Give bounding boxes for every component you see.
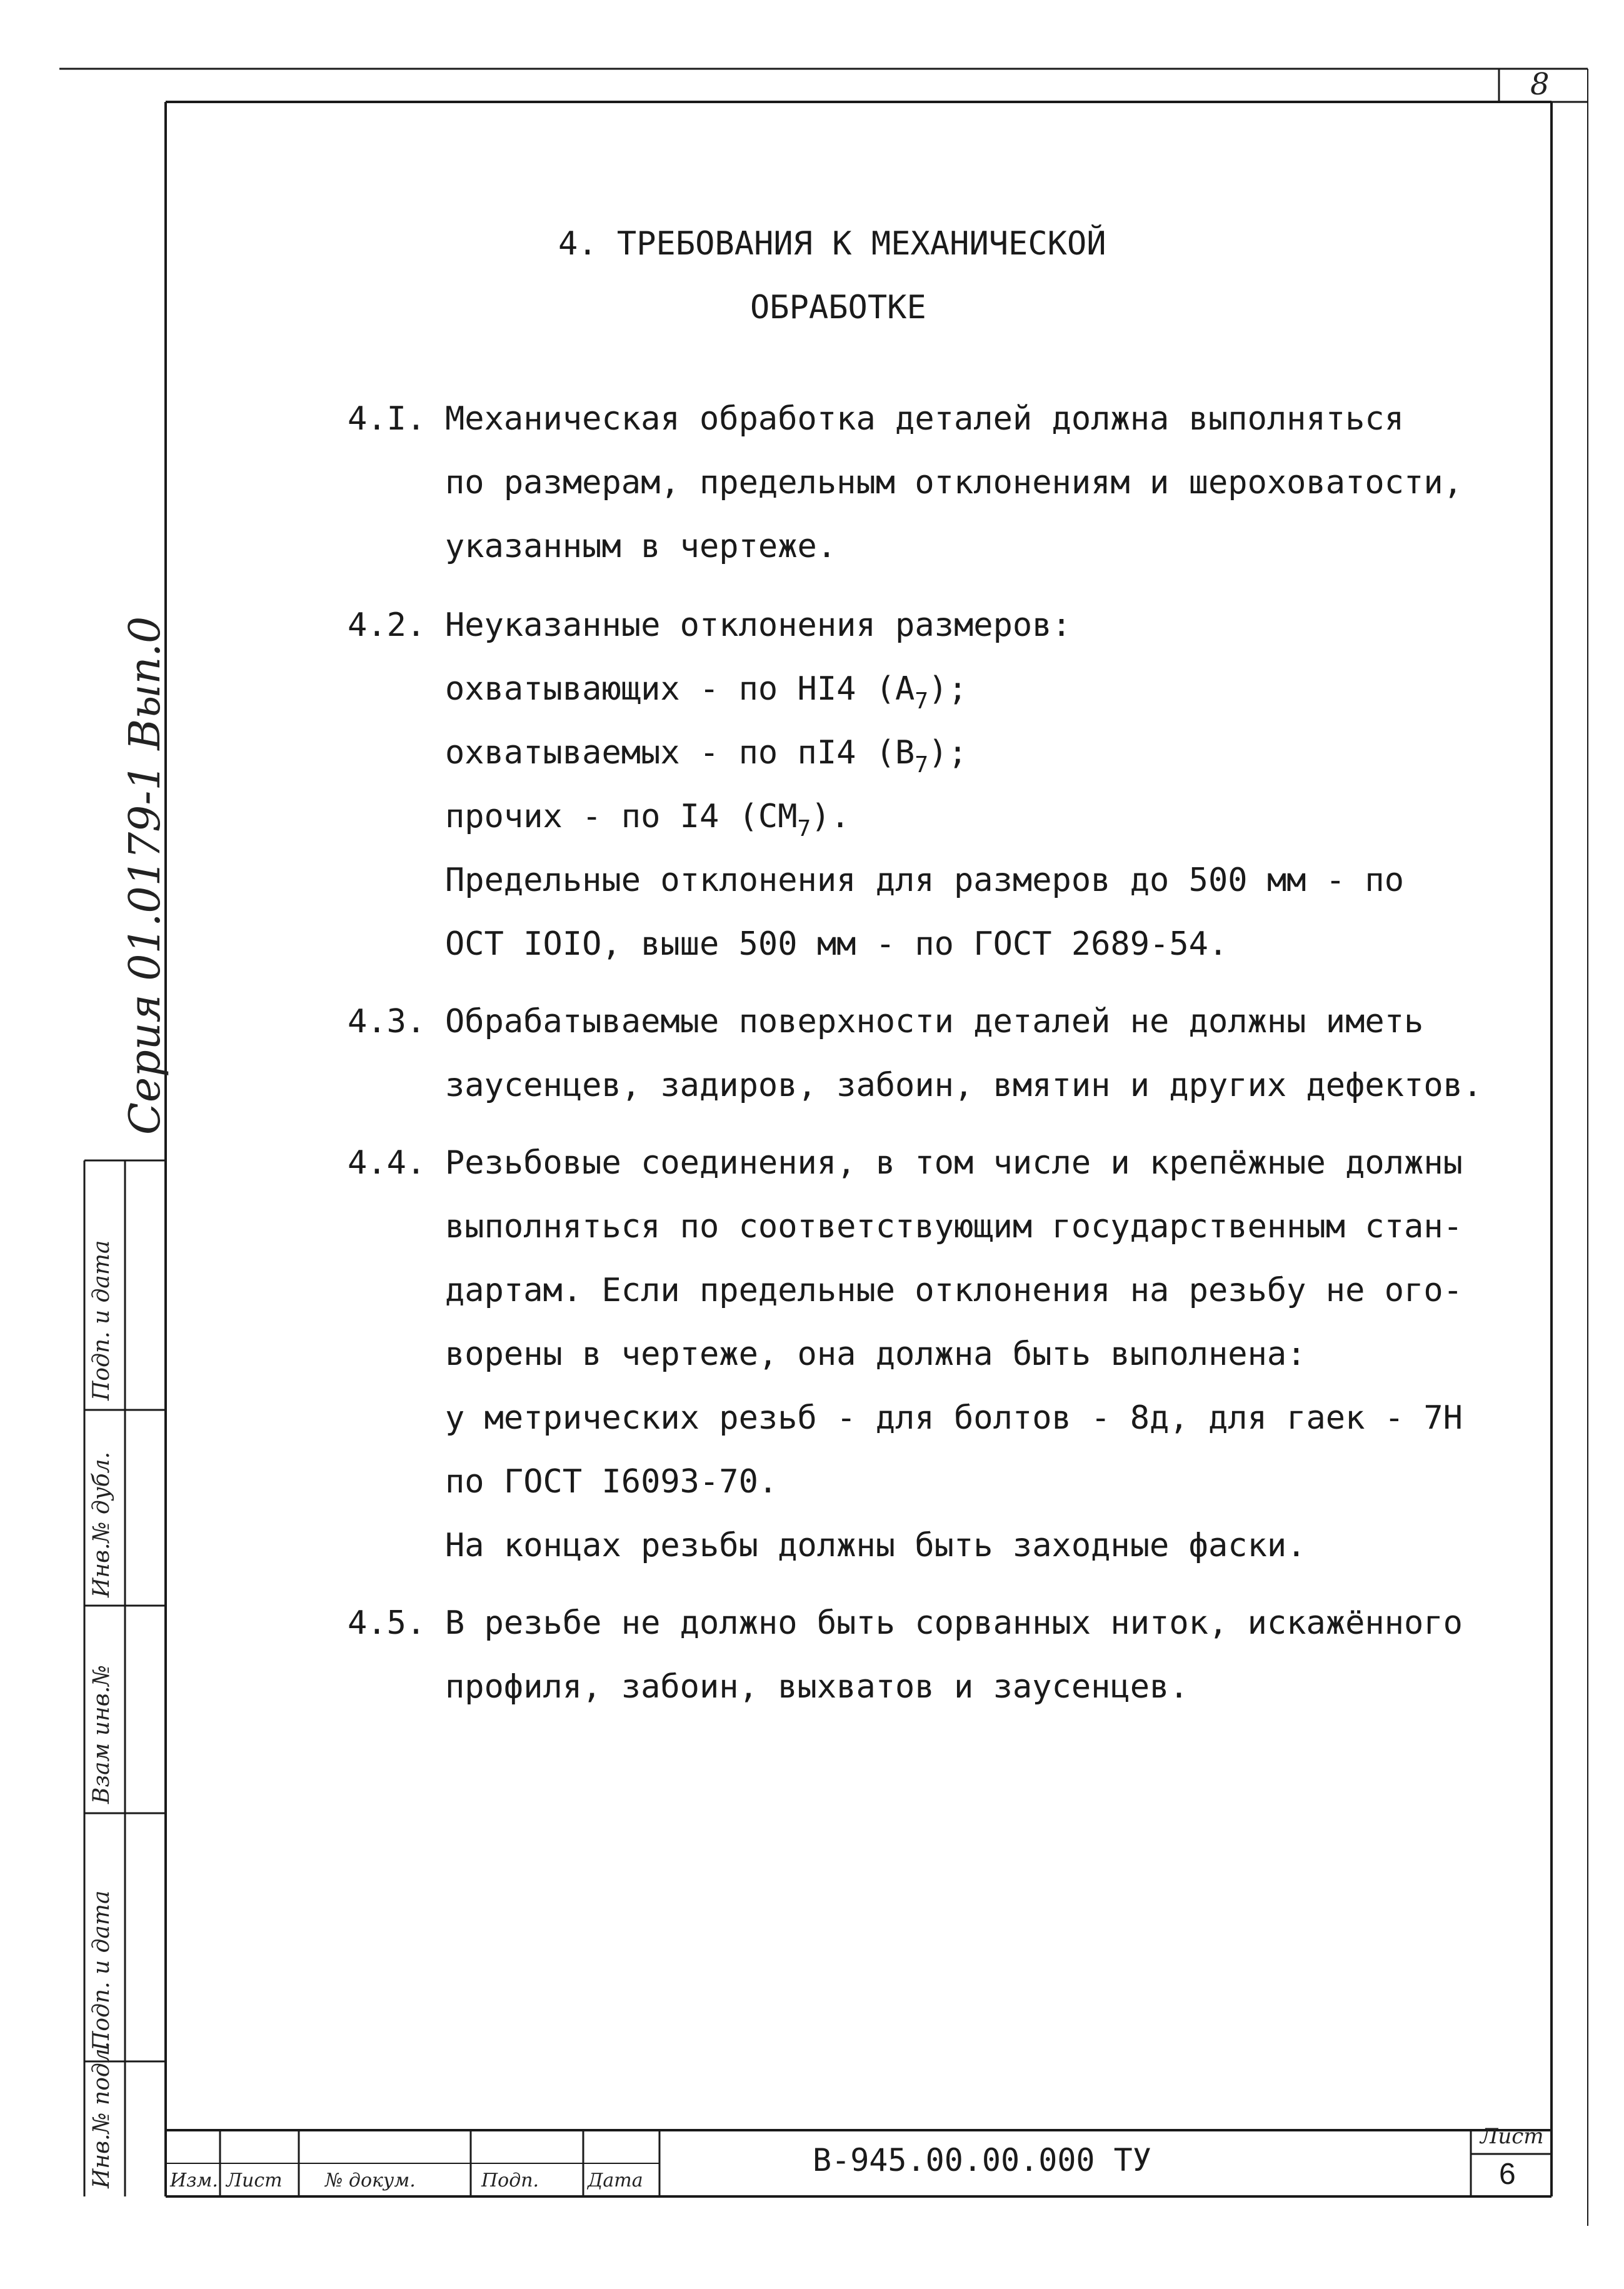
clause-text-line: Резьбовые соединения, в том числе и крепёжные должны	[445, 1144, 1463, 1182]
tolerance-close: );	[928, 734, 968, 772]
clause-text-line: заусенцев, задиров, забоин, вмятин и других дефектов.	[445, 1067, 1483, 1104]
clause-text-line: выполняться по соответствующим государственным стан-	[445, 1208, 1463, 1245]
tb-sheet-label: Лист	[1480, 2124, 1544, 2149]
clause-text-line: В резьбе не должно быть сорванных ниток, искажённого	[445, 1604, 1463, 1642]
label-podp-data-lower: Подп. и дата	[89, 1890, 114, 2051]
document-designation: В-945.00.00.000 ТУ	[813, 2142, 1151, 2178]
clause-number-4-3: 4.3.	[348, 1003, 426, 1040]
tolerance-row	[445, 798, 850, 848]
section-heading-line1: 4. ТРЕБОВАНИЯ К МЕХАНИЧЕСКОЙ	[558, 225, 1106, 263]
label-inv-podl: Инв.№ подл.	[89, 2041, 114, 2188]
corner-sheet-number: 8	[1530, 67, 1550, 102]
tb-sheet-number: 6	[1499, 2158, 1516, 2191]
clause-text-line: Неуказанные отклонения размеров:	[445, 606, 1071, 644]
series-stamp: Серия 01.0179-1 Вып.0	[121, 616, 170, 1135]
clause-text-line: указанным в чертеже.	[445, 528, 837, 565]
clause-text-line: дартам. Если предельные отклонения на резьбу не ого-	[445, 1272, 1463, 1309]
tolerance-row	[445, 670, 968, 720]
clause-text-line: Обрабатываемые поверхности деталей не должны иметь	[445, 1003, 1424, 1040]
label-podp-data-upper: Подп. и дата	[89, 1240, 114, 1401]
tb-col-list: Лист	[226, 2170, 283, 2191]
clause-text-line: у метрических резьб - для болтов - 8д, для гаек - 7Н	[445, 1399, 1463, 1437]
clause-number-4-5: 4.5.	[348, 1604, 426, 1642]
tolerance-text: прочих - по I4 (СМ	[445, 798, 798, 835]
limits-text-line: Предельные отклонения для размеров до 500 мм - по	[445, 862, 1405, 899]
tb-col-izm: Изм.	[170, 2170, 218, 2191]
tolerance-text: охватывающих - по НI4 (А	[445, 670, 915, 708]
clause-number-4-1: 4.I.	[348, 400, 426, 438]
clause-number-4-2: 4.2.	[348, 606, 426, 644]
label-inv-dubl: Инв.№ дубл.	[89, 1451, 114, 1597]
tb-col-podp: Подп.	[481, 2170, 539, 2191]
tb-col-data: Дата	[588, 2170, 643, 2191]
clause-text-line: На концах резьбы должны быть заходные фаски.	[445, 1527, 1306, 1564]
clause-text-line: профиля, забоин, выхватов и заусенцев.	[445, 1668, 1189, 1706]
tolerance-subscript: 7	[915, 688, 929, 714]
tolerance-subscript: 7	[797, 816, 811, 842]
clause-text-line: Механическая обработка деталей должна выполняться	[445, 400, 1405, 438]
section-heading-line2: ОБРАБОТКЕ	[750, 289, 926, 326]
tb-col-dokum: № докум.	[325, 2170, 416, 2191]
limits-text-line: ОСТ IOIO, выше 500 мм - по ГОСТ 2689-54.	[445, 925, 1228, 963]
tolerance-close: );	[928, 670, 968, 708]
tolerance-text: охватываемых - по пI4 (В	[445, 734, 915, 772]
clause-number-4-4: 4.4.	[348, 1144, 426, 1182]
clause-text-line: по ГОСТ I6093-70.	[445, 1463, 778, 1501]
label-vzam-inv: Взам инв.№	[89, 1664, 114, 1804]
clause-text-line: ворены в чертеже, она должна быть выполнена:	[445, 1336, 1306, 1373]
tolerance-close: ).	[811, 798, 850, 835]
clause-text-line: по размерам, предельным отклонениям и шероховатости,	[445, 464, 1463, 501]
tolerance-row	[445, 734, 968, 784]
tolerance-subscript: 7	[915, 752, 929, 778]
